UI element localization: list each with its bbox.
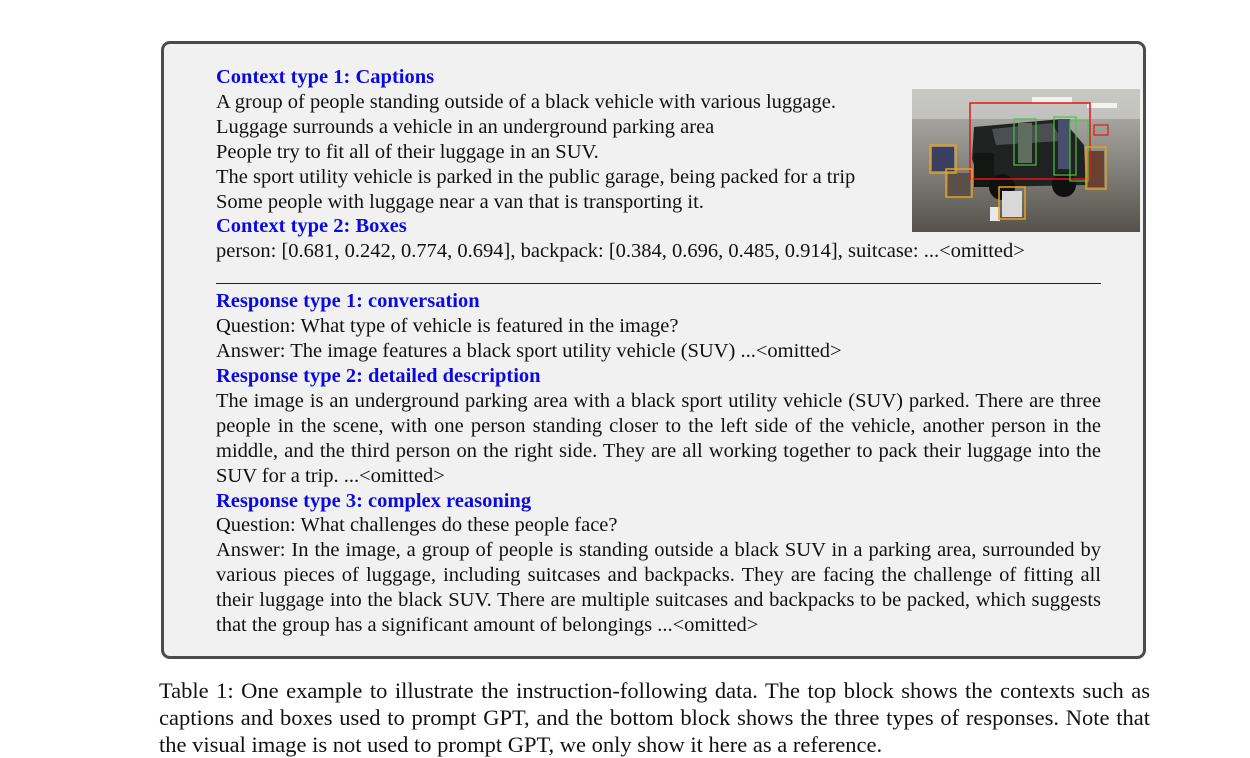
example-photo — [912, 89, 1140, 232]
response-heading-conversation: Response type 1: conversation — [216, 290, 480, 313]
example-table-box — [161, 41, 1146, 659]
caption-line: People try to fit all of their luggage in an SUV. — [216, 140, 599, 163]
reasoning-question: Question: What challenges do these people face? — [216, 514, 618, 537]
caption-line: Luggage surrounds a vehicle in an underground parking area — [216, 115, 715, 138]
table-caption: Table 1: One example to illustrate the instruction-following data. The top block shows the contexts such as captions and boxes used to prompt GPT, and the bottom block shows the three types of responses. Note that the visual image is not used to prompt GPT, we only show it here as a reference. — [159, 678, 1150, 757]
detailed-description: The image is an underground parking area with a black sport utility vehicle (SUV) parked. There are three people in the scene, with one person standing closer to the left side of the vehicle, another person in the middle, and the third person on the right side. They are all working together to pack their luggage into the SUV for a trip. ...<omitted> — [216, 389, 1101, 487]
conversation-answer: Answer: The image features a black sport utility vehicle (SUV) ...<omitted> — [216, 340, 842, 363]
context-heading-captions: Context type 1: Captions — [216, 66, 435, 88]
boxes-line: person: [0.681, 0.242, 0.774, 0.694], backpack: [0.384, 0.696, 0.485, 0.914], suitcase: ...<omitted> — [216, 240, 1025, 263]
response-heading-description: Response type 2: detailed description — [216, 364, 541, 387]
context-heading-boxes: Context type 2: Boxes — [216, 215, 407, 238]
caption-line: The sport utility vehicle is parked in the public garage, being packed for a trip — [216, 165, 856, 188]
caption-line: A group of people standing outside of a black vehicle with various luggage. — [216, 90, 836, 113]
caption-line: Some people with luggage near a van that is transporting it. — [216, 190, 704, 213]
response-heading-reasoning: Response type 3: complex reasoning — [216, 489, 532, 512]
conversation-question: Question: What type of vehicle is featured in the image? — [216, 315, 679, 338]
block-separator — [216, 283, 1101, 284]
parking-garage-image — [912, 89, 1140, 232]
reasoning-answer: Answer: In the image, a group of people is standing outside a black SUV in a parking area, surrounded by various pieces of luggage, including suitcases and backpacks. They are facing the challenge of fitting all their luggage into the black SUV. There are multiple suitcases and backpacks to be packed, which suggests that the group has a significant amount of belongings ...<omitted> — [216, 539, 1101, 637]
